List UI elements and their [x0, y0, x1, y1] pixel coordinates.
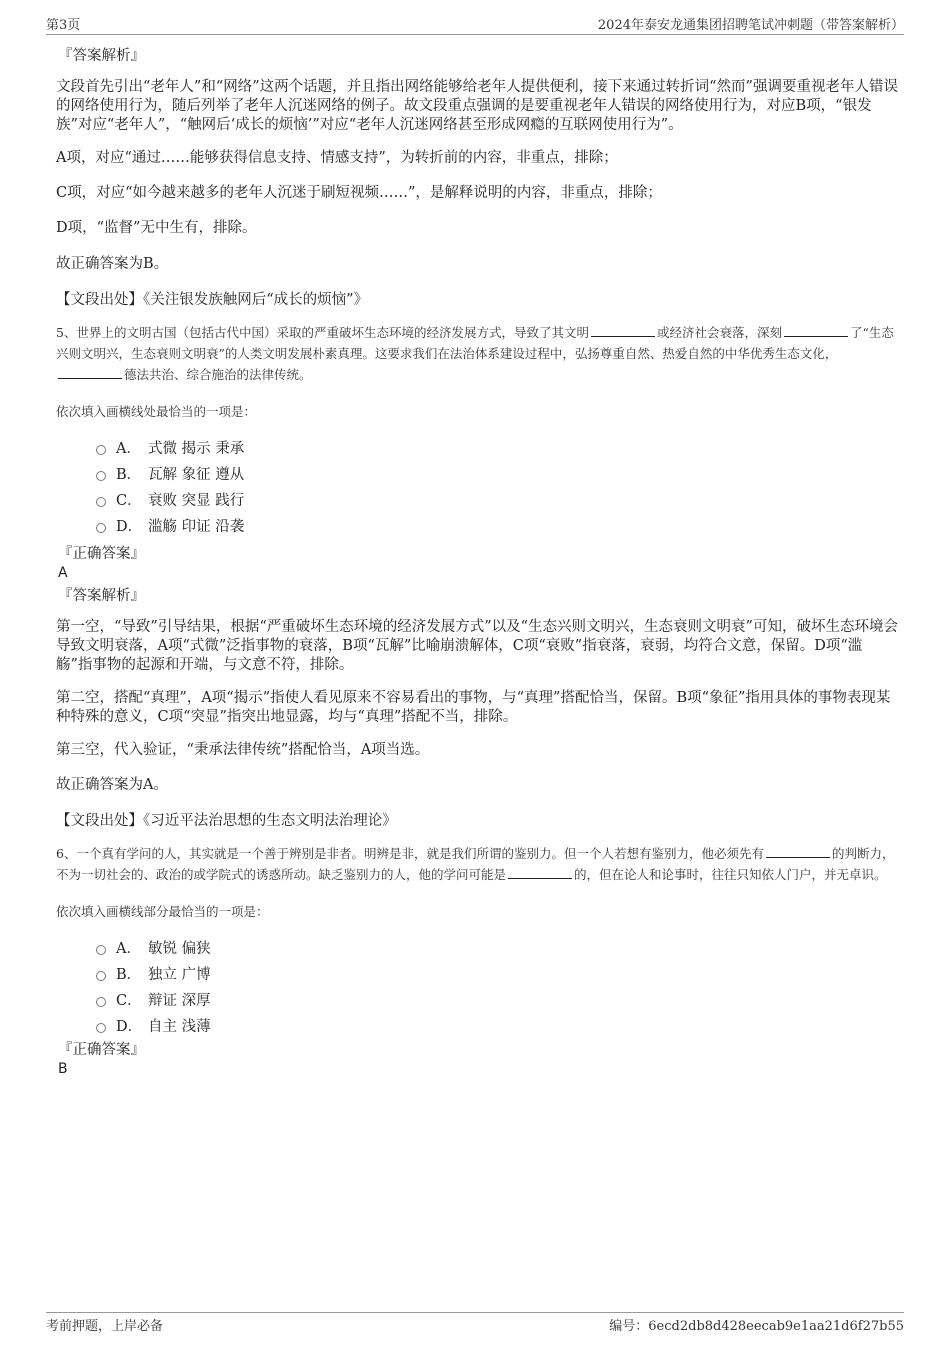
q5-analysis-p1: 第一空，“导致”引导结果，根据“严重破坏生态环境的经济发展方式”以及“生态兴则文明兴，生态衰则文明衰”可知，破坏生态环境会导致文明衰落，A项“式微”泛指事物的衰落，B项“瓦解”比喻崩溃解体，C项“衰败”指衰落，衰弱，均符合文意，保留。D项“滥觞”指事物的起源和开端，与文意不符，排除。 [56, 619, 898, 673]
radio-icon[interactable] [96, 471, 106, 481]
q5-analysis-p3: 第三空，代入验证，“秉承法律传统”搭配恰当，A项当选。 [56, 742, 430, 758]
q6-option-b[interactable]: B． 独立 广博 [96, 960, 898, 986]
q5-analysis-p4: 故正确答案为A。 [56, 777, 168, 793]
q5-stem: 5、世界上的文明古国（包括古代中国）采取的严重破坏生态环境的经济发展方式，导致了其文明 或经济社会衰落，深刻 了“生态兴则文明兴，生态衰则文明衰”的人类文明发展朴素真理。这要求我们在法治体系建设过程中，弘扬尊重自然、热爱自然的中华优秀生态文化，德法共治、综合施治的法律传统。 [56, 325, 894, 382]
q5-options [96, 434, 898, 538]
q4-analysis-label: 『答案解析』 [58, 48, 145, 64]
q5-correct-answer: A [58, 565, 68, 581]
footer-slogan: 考前押题，上岸必备 [46, 1319, 164, 1334]
q4-analysis-p3: C项，对应“如今越来越多的老年人沉迷于刷短视频……”，是解释说明的内容，非重点，排除； [56, 185, 662, 201]
q5-correct-label: 『正确答案』 [58, 546, 145, 562]
q5-option-a[interactable]: A． 式微 揭示 秉承 [96, 434, 898, 460]
q6-option-a[interactable]: A． 敏锐 偏狭 [96, 934, 898, 960]
q5-option-d[interactable]: D． 滥觞 印证 沿袭 [96, 512, 898, 538]
q5-option-c[interactable]: C． 衰败 突显 践行 [96, 486, 898, 512]
q4-answer-line: 故正确答案为B。 [56, 256, 169, 272]
q6-option-d[interactable]: D． 自主 浅薄 [96, 1012, 898, 1038]
q5-instruction: 依次填入画横线处最恰当的一项是： [56, 404, 257, 419]
q6-blank-2 [508, 866, 572, 879]
q5-analysis-label: 『答案解析』 [58, 588, 145, 604]
q5-source: 【文段出处】《习近平法治思想的生态文明法治理论》 [56, 813, 397, 829]
radio-icon[interactable] [96, 445, 106, 455]
page-number: 第3页 [46, 18, 81, 33]
q4-analysis-p4: D项，“监督”无中生有，排除。 [56, 220, 257, 236]
q6-options [96, 934, 898, 1038]
q5-analysis-p2: 第二空，搭配“真理”，A项“揭示”指使人看见原来不容易看出的事物，与“真理”搭配恰当，保留。B项“象征”指用具体的事物表现某种特殊的意义，C项“突显”指突出地显露，均与“真理”搭配不当，排除。 [56, 690, 891, 725]
q5-option-b[interactable]: B． 瓦解 象征 遵从 [96, 460, 898, 486]
radio-icon[interactable] [96, 997, 106, 1007]
document-title: 2024年泰安龙通集团招聘笔试冲刺题（带答案解析） [597, 18, 904, 33]
radio-icon[interactable] [96, 971, 106, 981]
document-id: 编号：6ecd2db8d428eecab9e1aa21d6f27b55 [609, 1319, 904, 1334]
q4-analysis-p2: A项，对应“通过……能够获得信息支持、情感支持”，为转折前的内容，非重点，排除； [56, 150, 618, 166]
radio-icon[interactable] [96, 523, 106, 533]
q5-blank-2 [784, 324, 848, 337]
q5-blank-3 [58, 366, 122, 379]
page-header [46, 12, 904, 35]
page-footer [46, 1312, 904, 1337]
q6-instruction: 依次填入画横线部分最恰当的一项是： [56, 904, 269, 919]
q4-source: 【文段出处】《关注银发族触网后“成长的烦恼”》 [56, 292, 369, 308]
q5-blank-1 [591, 324, 655, 337]
q6-blank-1 [766, 845, 830, 858]
q6-correct-label: 『正确答案』 [58, 1042, 145, 1058]
q4-analysis-p1: 文段首先引出“老年人”和“网络”这两个话题，并且指出网络能够给老年人提供便利，接下来通过转折词“然而”强调要重视老年人错误的网络使用行为，随后列举了老年人沉迷网络的例子。故文段重点强调的是要重视老年人错误的网络使用行为，对应B项，“银发族”对应“老年人”，“触网后‘成长的烦恼’”对应“老年人沉迷网络甚至形成网瘾的互联网使用行为”。 [56, 79, 898, 133]
radio-icon[interactable] [96, 945, 106, 955]
q6-correct-answer: B [58, 1061, 68, 1077]
radio-icon[interactable] [96, 1023, 106, 1033]
q6-stem: 6、一个真有学问的人，其实就是一个善于辨别是非者。明辨是非，就是我们所谓的鉴别力。但一个人若想有鉴别力，他必须先有 的判断力，不为一切社会的、政治的或学院式的诱惑所动。缺乏鉴别力的人，他的学问可能是 的，但在论人和论事时，往往只知依人门户，并无卓识。 [56, 846, 895, 882]
q6-option-c[interactable]: C． 辩证 深厚 [96, 986, 898, 1012]
radio-icon[interactable] [96, 497, 106, 507]
page-content [56, 46, 898, 1078]
